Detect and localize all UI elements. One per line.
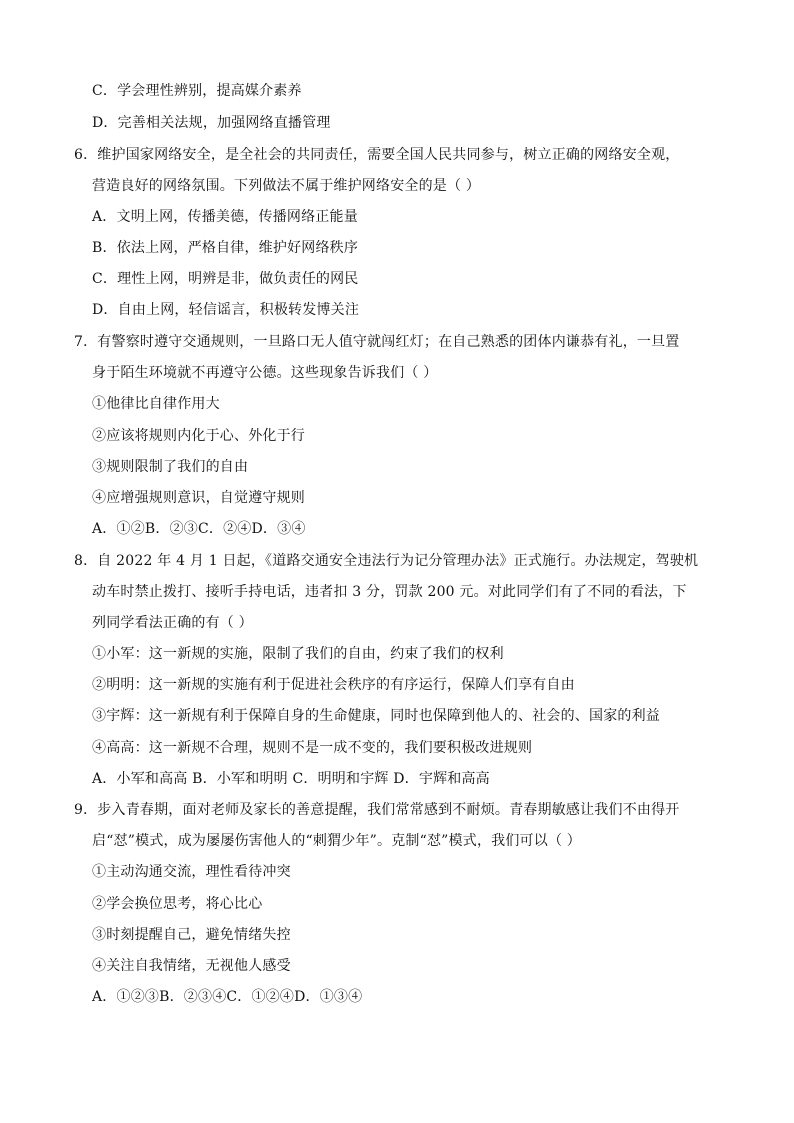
option-line: B．依法上网，严格自律，维护好网络秩序 <box>92 240 359 256</box>
option-line: ③时刻提醒自己，避免情绪失控 <box>92 927 291 943</box>
question-stem-continuation: 身于陌生环境就不再遵守公德。这些现象告诉我们（ ） <box>92 365 438 381</box>
option-line: A．①②③B．②③④C．①②④D．①③④ <box>92 989 363 1005</box>
option-line: ③规则限制了我们的自由 <box>92 459 249 475</box>
option-line: ④高高：这一新规不合理，规则不是一成不变的，我们要积极改进规则 <box>92 740 533 756</box>
option-line: ①他律比自律作用大 <box>92 396 220 412</box>
option-line: ①主动沟通交流，理性看待冲突 <box>92 864 291 880</box>
question-stem-line: 7．有警察时遵守交通规则，一旦路口无人值守就闯红灯；在自己熟悉的团体内谦恭有礼，一旦置 <box>74 334 680 350</box>
option-line: A．①②B．②③C．②④D．③④ <box>92 521 306 537</box>
option-line: ③宇辉：这一新规有利于保障自身的生命健康，同时也保障到他人的、社会的、国家的利益 <box>92 708 660 724</box>
option-line: C．理性上网，明辨是非，做负责任的网民 <box>92 271 359 287</box>
question-stem-continuation: 动车时禁止拨打、接听手持电话，违者扣 3 分，罚款 200 元。对此同学们有了不同的看法，下 <box>92 584 687 600</box>
question-stem-line: 6．维护国家网络安全，是全社会的共同责任，需要全国人民共同参与，树立正确的网络安全观， <box>74 147 680 163</box>
option-line: ②学会换位思考，将心比心 <box>92 896 263 912</box>
question-stem-line: 9．步入青春期，面对老师及家长的善意提醒，我们常常感到不耐烦。青春期敏感让我们不由得开 <box>74 802 680 818</box>
option-line: ②应该将规则内化于心、外化于行 <box>92 428 305 444</box>
option-line: ①小军：这一新规的实施，限制了我们的自由，约束了我们的权利 <box>92 646 504 662</box>
option-line: C．学会理性辨别，提高媒介素养 <box>92 83 302 99</box>
question-stem-continuation: 启“怼”模式，成为屡屡伤害他人的“刺猬少年”。克制“怼”模式，我们可以（ ） <box>92 833 581 849</box>
option-line: ④关注自我情绪，无视他人感受 <box>92 958 291 974</box>
option-line: A．文明上网，传播美德，传播网络正能量 <box>92 209 358 225</box>
option-line: ②明明：这一新规的实施有利于促进社会秩序的有序运行，保障人们享有自由 <box>92 677 575 693</box>
question-stem-line: 8．自 2022 年 4 月 1 日起，《道路交通安全违法行为记分管理办法》正式施行。办法规定，驾驶机 <box>74 553 699 569</box>
question-stem-continuation: 列同学看法正确的有（ ） <box>92 615 253 631</box>
option-line: A．小军和高高 B．小军和明明 C．明明和宇辉 D．宇辉和高高 <box>92 771 490 787</box>
option-line: D．完善相关法规，加强网络直播管理 <box>92 115 331 131</box>
option-line: ④应增强规则意识，自觉遵守规则 <box>92 490 305 506</box>
question-stem-continuation: 营造良好的网络氛围。下列做法不属于维护网络安全的是（ ） <box>92 178 481 194</box>
option-line: D．自由上网，轻信谣言，积极转发博关注 <box>92 302 360 318</box>
